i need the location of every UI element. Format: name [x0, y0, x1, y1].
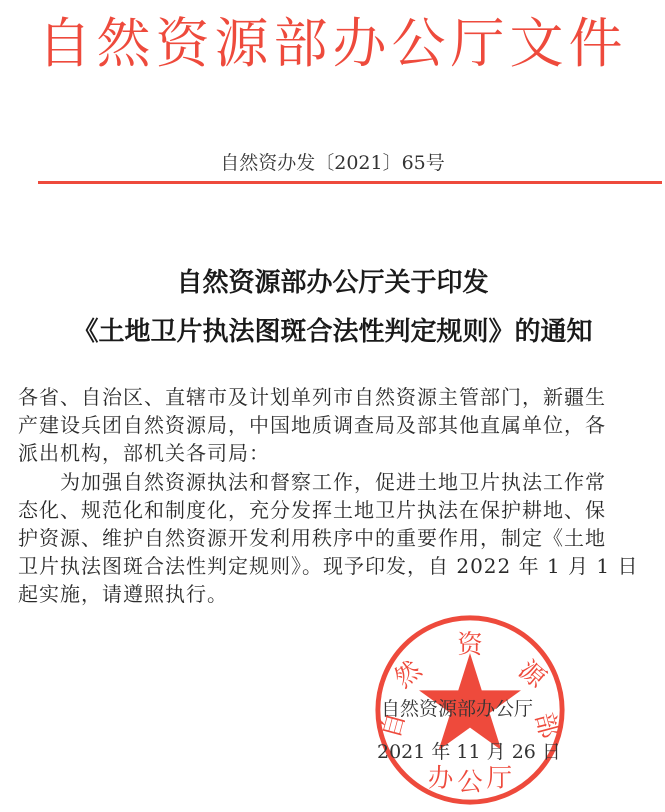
signature-organization: 自然资源部办公厅	[381, 698, 534, 720]
header-red-rule	[38, 181, 662, 184]
body-line: 各省、自治区、直辖市及计划单列市自然资源主管部门，新疆生	[18, 385, 606, 409]
svg-text:厅: 厅	[486, 763, 513, 794]
svg-text:然: 然	[388, 654, 428, 695]
svg-text:公: 公	[457, 767, 483, 798]
body-line: 派出机构，部机关各司局：	[18, 441, 270, 466]
document-header-title: 自然资源部办公厅文件	[37, 12, 628, 75]
notice-body	[18, 383, 646, 609]
body-line: 卫片执法图斑合法性判定规则》。现予印发，自 2022 年 1 月 1 日	[18, 554, 639, 579]
body-line: 态化、规范化和制度化，充分发挥土地卫片执法在保护耕地、保	[18, 497, 606, 522]
svg-text:源: 源	[512, 654, 552, 695]
svg-text:部: 部	[528, 709, 565, 742]
body-line: 护资源、维护自然资源开发利用秩序中的重要作用，制定《土地	[18, 526, 606, 551]
notice-title-line2: 《土地卫片执法图斑合法性判定规则》的通知	[72, 317, 593, 347]
svg-text:资: 资	[457, 630, 483, 661]
signature-date: 2021 年 11 月 26 日	[377, 741, 561, 763]
body-line: 产建设兵团自然资源局，中国地质调查局及部其他直属单位，各	[18, 413, 606, 438]
svg-text:办: 办	[427, 763, 454, 794]
notice-title-line1: 自然资源部办公厅关于印发	[176, 268, 489, 298]
body-line: 为加强自然资源执法和督察工作，促进土地卫片执法工作常	[18, 469, 606, 494]
svg-text:自: 自	[375, 709, 412, 742]
document-number: 自然资办发〔2021〕65号	[220, 152, 445, 174]
body-line: 起实施，请遵照执行。	[18, 582, 228, 607]
